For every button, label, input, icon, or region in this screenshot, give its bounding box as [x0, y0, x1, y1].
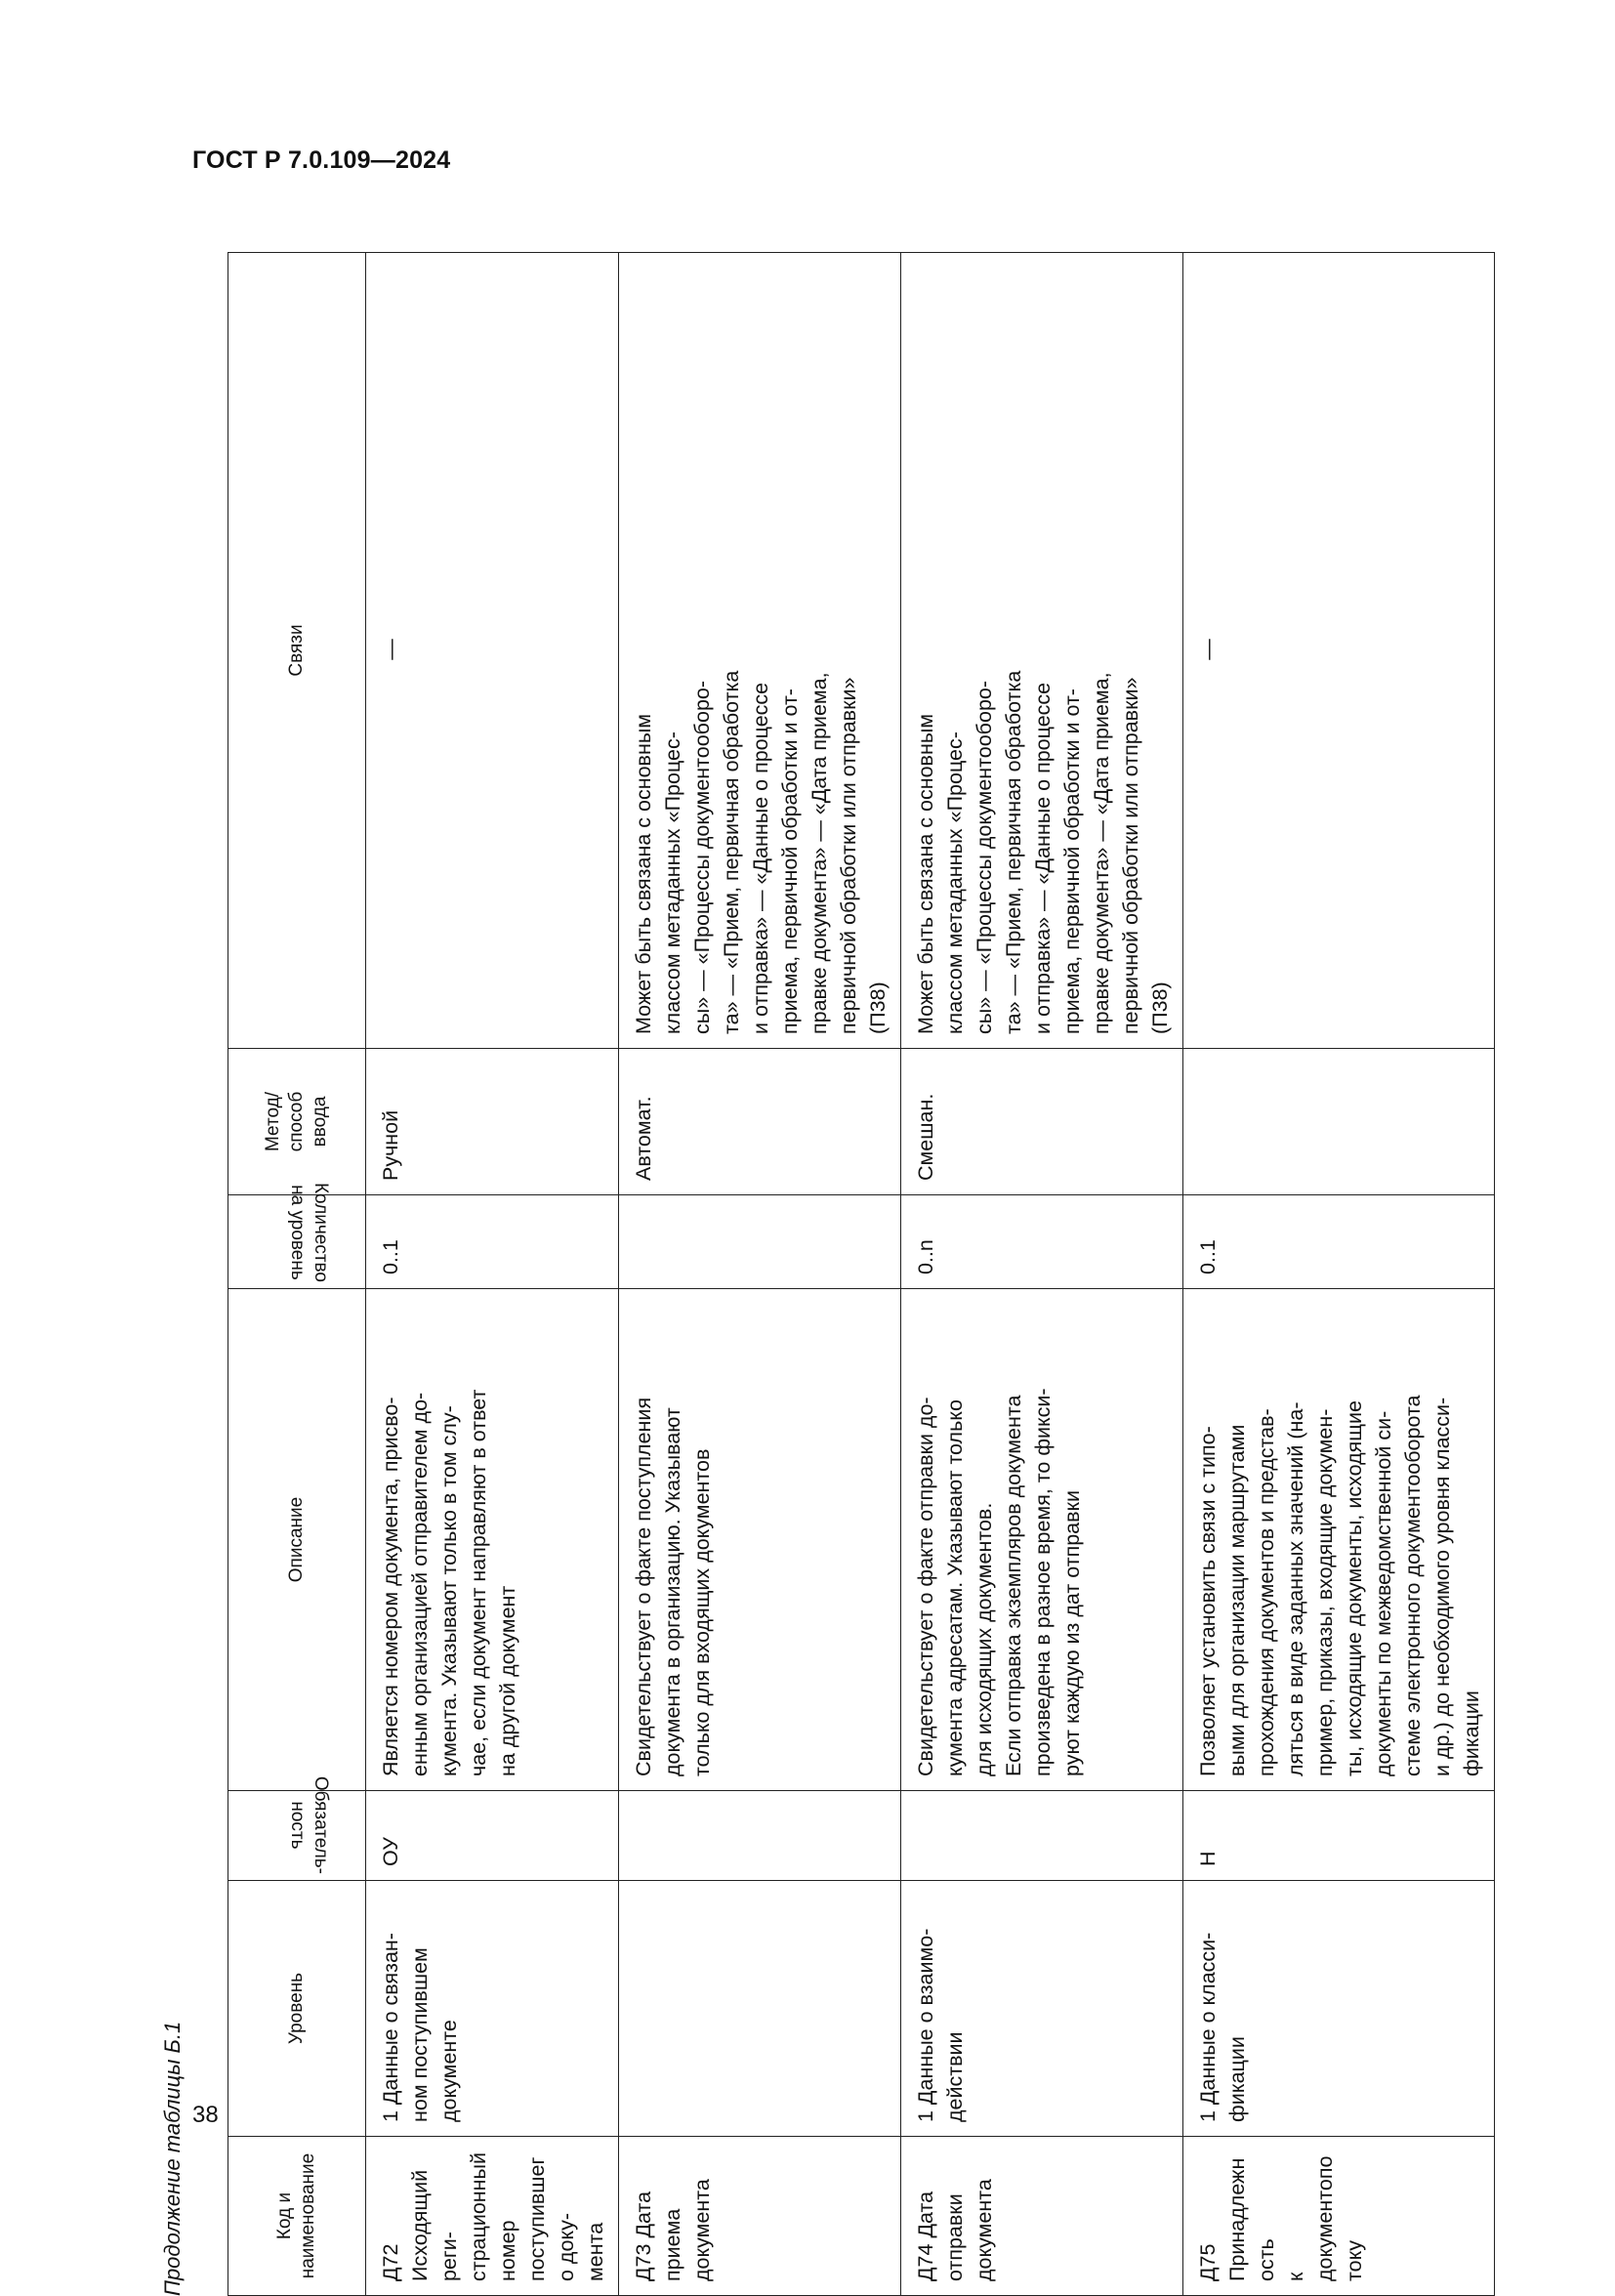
cell-relations: —	[1183, 253, 1495, 1049]
column-header-description: Описание	[228, 1289, 366, 1791]
cell-level: 1 Данные о взаимо- действии	[901, 1881, 1183, 2137]
cell-relations: Может быть связана с основным классом метаданных «Процес- сы» — «Процессы документооборо- та» — «Прием, первичная обработка и отправка» — «Данные о процессе приема, первичной обработки и от- правке документа» — «Дата приема, первичной обработки или отправки» (П38)	[619, 253, 901, 1049]
rotated-table-page	[150, 253, 1483, 2296]
cell-description: Позволяет установить связи с типо- выми для организации маршрутами прохождения документов и представ- ляться в виде заданных значений (на- пример, приказы, входящие докумен- ты, исходящие документы, исходящие документы по межведомственной си- стеме электронного документооборота и др.) до необходимого уровня класси- фикации	[1183, 1289, 1495, 1791]
column-header-relations: Связи	[228, 253, 366, 1049]
cell-relations: Может быть связана с основным классом метаданных «Процес- сы» — «Процессы документооборо- та» — «Прием, первичная обработка и отправка» — «Данные о процессе приема, первичной обработки и от- правке документа» — «Дата приема, первичной обработки или отправки» (П38)	[901, 253, 1183, 1049]
table-row	[1183, 253, 1495, 2296]
quantity-header-label: Количество на уровень	[287, 1182, 331, 1282]
cell-method: Смешан.	[901, 1049, 1183, 1195]
cell-description: Свидетельствует о факте поступления документа в организацию. Указывают только для входящих документов	[619, 1289, 901, 1791]
cell-obligation	[619, 1791, 901, 1881]
column-header-level: Уровень	[228, 1881, 366, 2137]
cell-quantity: 0..n	[901, 1195, 1183, 1289]
cell-description: Является номером документа, присво- енным организацией отправителем до- кумента. Указывают только в том слу- чае, если документ направляют в ответ на другой документ	[366, 1289, 619, 1791]
table-row	[366, 253, 619, 2296]
cell-description: Свидетельствует о факте отправки до- кумента адресатам. Указывают только для исходящих документов. Если отправка экземпляров документа произведена в разное время, то фикси- руют каждую из дат отправки	[901, 1289, 1183, 1791]
cell-relations: —	[366, 253, 619, 1049]
cell-method	[1183, 1049, 1495, 1195]
cell-quantity: 0..1	[366, 1195, 619, 1289]
table-row	[619, 253, 901, 2296]
cell-obligation: ОУ	[366, 1791, 619, 1881]
column-header-code: Код и наименование	[228, 2137, 366, 2296]
metadata-table	[228, 252, 1495, 2296]
cell-obligation: Н	[1183, 1791, 1495, 1881]
table-caption: Продолжение таблицы Б.1	[160, 2021, 185, 2296]
cell-level: 1 Данные о класси- фикации	[1183, 1881, 1495, 2137]
column-header-method: Метод/ способ ввода	[228, 1049, 366, 1195]
cell-level: 1 Данные о связан- ном поступившем документе	[366, 1881, 619, 2137]
document-code: ГОСТ Р 7.0.109—2024	[192, 146, 451, 174]
page-number: 38	[192, 2102, 219, 2128]
obligation-header-label: Обязатель- ность	[287, 1775, 331, 1874]
cell-level	[619, 1881, 901, 2137]
cell-method: Автомат.	[619, 1049, 901, 1195]
cell-code: Д73 Дата приема документа	[619, 2137, 901, 2296]
cell-method: Ручной	[366, 1049, 619, 1195]
column-header-quantity	[228, 1182, 366, 1289]
cell-code: Д75 Принадлежность к документопотоку	[1183, 2137, 1495, 2296]
cell-quantity: 0..1	[1183, 1195, 1495, 1289]
column-header-obligation	[228, 1775, 366, 1881]
cell-code: Д74 Дата отправки документа	[901, 2137, 1183, 2296]
table-header-row	[228, 253, 366, 2296]
cell-code: Д72 Исходящий реги- страционный номер поступившего доку- мента	[366, 2137, 619, 2296]
table-row	[901, 253, 1183, 2296]
cell-quantity	[619, 1195, 901, 1289]
cell-obligation	[901, 1791, 1183, 1881]
